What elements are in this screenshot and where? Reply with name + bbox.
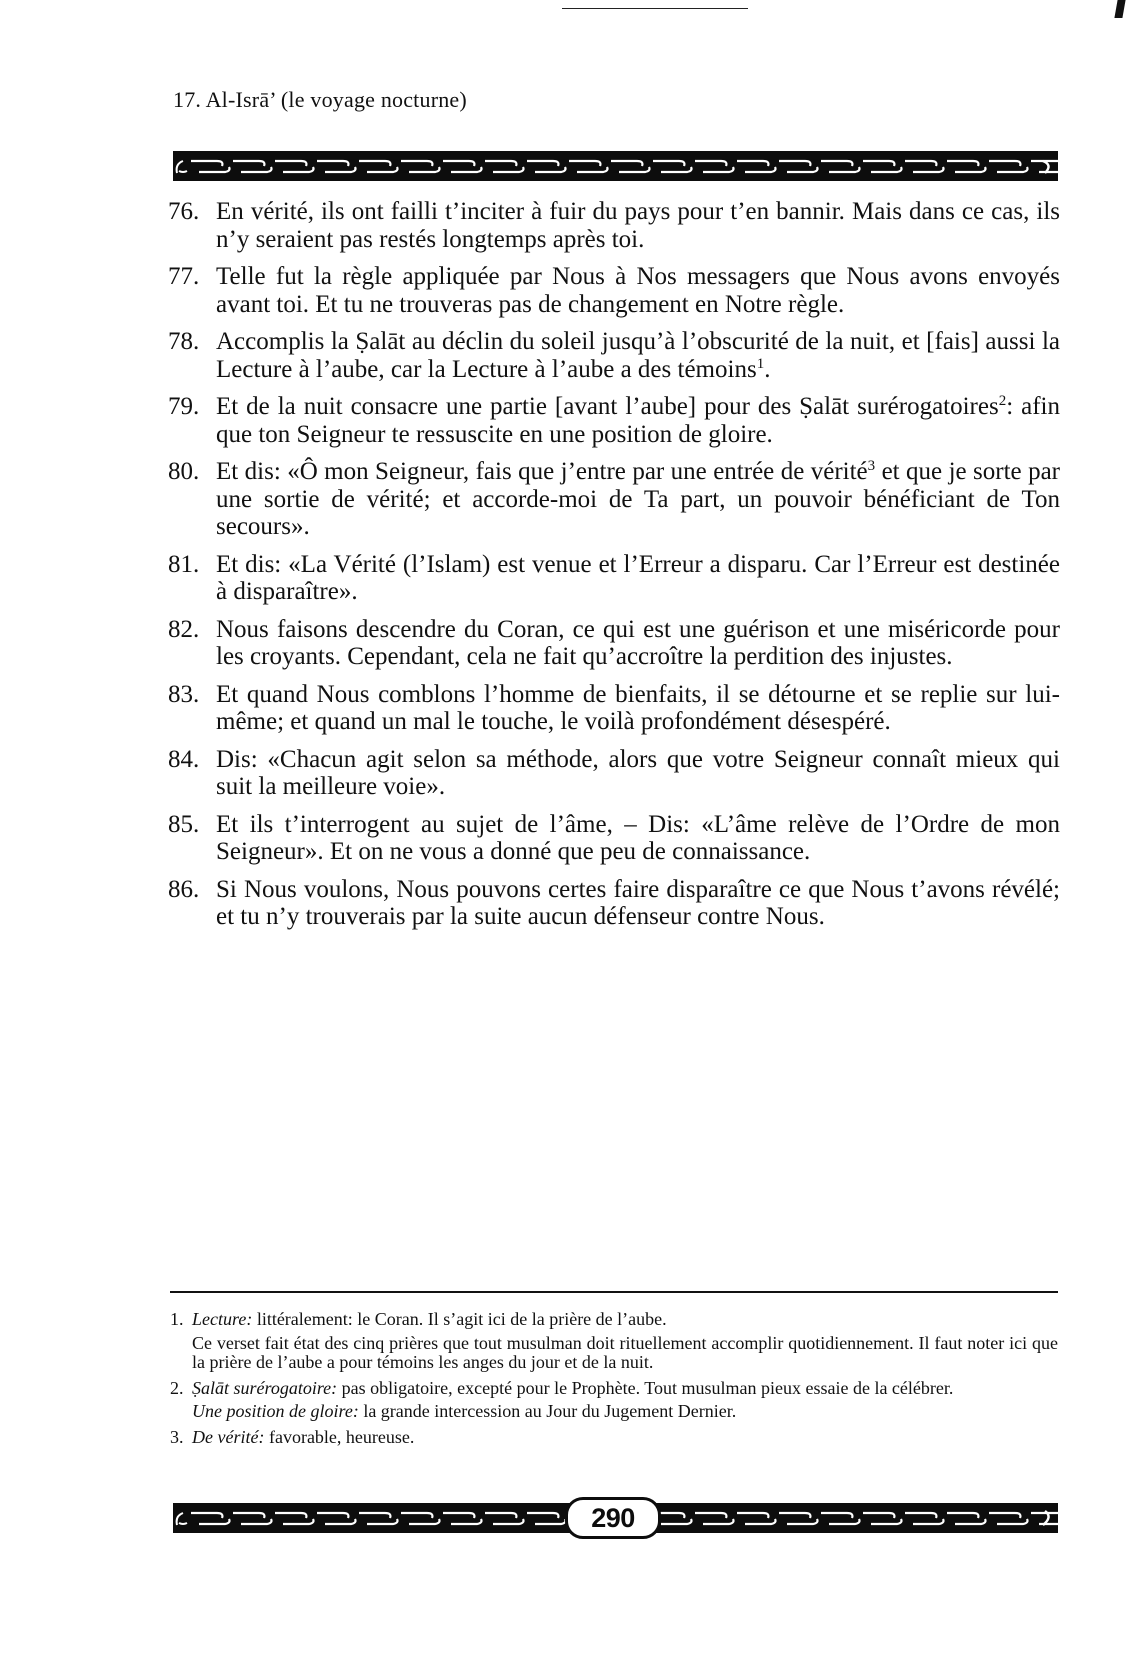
chain-link [191, 1513, 230, 1524]
footnote-term: Lecture: [192, 1309, 253, 1329]
footnote-divider [170, 1291, 1058, 1293]
verse-number: 78. [168, 328, 200, 355]
verse-list [168, 198, 1060, 941]
verse-number: 82. [168, 615, 200, 643]
chain-link [989, 1513, 1028, 1524]
chain-link [443, 161, 482, 172]
verse-79 [168, 393, 1060, 448]
verse-76 [168, 198, 1060, 253]
chain-ornament-top [173, 151, 1058, 181]
verse-number: 80. [168, 458, 200, 485]
verse-82 [168, 616, 1060, 671]
chain-link [569, 161, 608, 172]
chain-link [611, 161, 650, 172]
footnote-1 [170, 1310, 1058, 1330]
chain-link [989, 161, 1028, 172]
verse-text: Et dis: «La Vérité (l’Islam) est venue et l’Erreur a disparu. Car l’Erreur est destinée à disparaître». [216, 550, 1060, 605]
chain-link [401, 161, 440, 172]
verse-number: 76. [168, 198, 200, 225]
chain-link [821, 161, 860, 172]
verse-body: Accomplis la Ṣalāt au déclin du soleil jusqu’à l’obscurité de la nuit, et [fais] aussi la Lecture à l’aube, car la Lecture à l’aube a des témoins [216, 328, 1060, 383]
footnote-definition: littéralement: le Coran. Il s’agit ici de la prière de l’aube. [252, 1309, 667, 1329]
chain-link [401, 1513, 440, 1524]
chain-link [317, 1513, 356, 1524]
page-number: 290 [565, 1497, 661, 1539]
chain-link [485, 161, 524, 172]
verse-86 [168, 876, 1060, 931]
verse-81 [168, 551, 1060, 606]
chain-link [695, 161, 734, 172]
corner-mark [1114, 0, 1125, 18]
chain-link [947, 161, 986, 172]
verse-text: Telle fut la règle appliquée par Nous à Nos messagers que Nous avons envoyés avant toi. Et tu ne trouveras pas de changement en Notre règle. [216, 263, 1060, 318]
chain-link [863, 161, 902, 172]
footnote-ref: 1 [756, 355, 765, 372]
chain-link [233, 161, 272, 172]
verse-body-after: : afin que ton Seigneur te ressuscite en une position de gloire. [216, 393, 1060, 448]
top-rule [562, 8, 748, 9]
verse-number: 77. [168, 263, 200, 290]
footnotes [170, 1310, 1058, 1453]
footnote-term: Une position de gloire: [192, 1401, 359, 1421]
verse-83 [168, 681, 1060, 736]
footnote-ref: 3 [867, 458, 876, 474]
footnote-definition: favorable, heureuse. [264, 1426, 415, 1447]
chain-link [527, 1513, 566, 1524]
footnote-1-continuation: Ce verset fait état des cinq prières que tout musulman doit rituellement accomplir quotidiennement. Il faut noter ici que la prière de l’aube a pour témoins les anges du jour et de la nuit. [192, 1332, 1058, 1372]
chain-link [737, 1513, 776, 1524]
footnote-text [192, 1379, 1058, 1399]
footnote-term: De vérité: [192, 1426, 265, 1447]
footnote-ref: 2 [998, 393, 1007, 409]
verse-number: 85. [168, 810, 200, 838]
ornamental-band-top [173, 151, 1058, 181]
footnote-2 [170, 1379, 1058, 1399]
chain-link [905, 1513, 944, 1524]
verse-number: 84. [168, 745, 200, 773]
footnote-definition: pas obligatoire, excepté pour le Prophète. Tout musulman pieux essaie de la célébrer. [337, 1377, 954, 1398]
chain-link [443, 1513, 482, 1524]
verse-text: Nous faisons descendre du Coran, ce qui est une guérison et une miséricorde pour les croyants. Cependant, cela ne fait qu’accroître la perdition des injustes. [216, 615, 1060, 670]
verse-body-after: et que je sorte par une sortie de vérité; et accorde-moi de Ta part, un pouvoir bénéficiant de Ton secours». [216, 458, 1060, 540]
chain-link [905, 161, 944, 172]
chain-link [317, 161, 356, 172]
chain-link [779, 161, 818, 172]
verse-number: 83. [168, 680, 200, 708]
verse-number: 86. [168, 875, 200, 903]
chain-link [863, 1513, 902, 1524]
chain-link [485, 1513, 524, 1524]
verse-body: Et dis: «Ô mon Seigneur, fais que j’entre par une entrée de vérité [216, 458, 868, 485]
verse-78 [168, 328, 1060, 383]
chain-link [359, 1513, 398, 1524]
chain-link [779, 1513, 818, 1524]
chain-link [737, 161, 776, 172]
footnote-term: Ṣalāt surérogatoire: [192, 1377, 338, 1398]
verse-number: 79. [168, 393, 200, 420]
verse-text: Dis: «Chacun agit selon sa méthode, alors que votre Seigneur connaît mieux qui suit la meilleure voie». [216, 745, 1060, 800]
verse-84 [168, 746, 1060, 801]
verse-text [216, 328, 1060, 383]
footnote-number: 2. [170, 1377, 184, 1398]
verse-body-after: . [764, 355, 771, 383]
verse-text: En vérité, ils ont failli t’inciter à fuir du pays pour t’en bannir. Mais dans ce cas, ils n’y seraient pas restés longtemps après toi. [216, 198, 1060, 253]
chain-link [275, 161, 314, 172]
chain-link [695, 1513, 734, 1524]
footnote-text [192, 1310, 1058, 1330]
verse-80 [168, 458, 1060, 541]
chain-link [653, 161, 692, 172]
surah-header: 17. Al-Isrā’ (le voyage nocturne) [173, 87, 467, 112]
footnote-number: 3. [170, 1426, 184, 1447]
chain-link [821, 1513, 860, 1524]
footnote-2-continuation [170, 1402, 1058, 1422]
chain-link [527, 161, 566, 172]
chain-link [359, 161, 398, 172]
footnote-definition: la grande intercession au Jour du Jugement Dernier. [358, 1401, 737, 1421]
chain-link [947, 1513, 986, 1524]
footnote-3 [170, 1428, 1058, 1448]
verse-text: Et ils t’interrogent au sujet de l’âme, – Dis: «L’âme relève de l’Ordre de mon Seigneur». Et on ne vous a donné que peu de connaissance. [216, 810, 1060, 865]
verse-77 [168, 263, 1060, 318]
verse-text: Si Nous voulons, Nous pouvons certes faire disparaître ce que Nous t’avons révélé; et tu n’y trouverais par la suite aucun défenseur contre Nous. [216, 875, 1060, 930]
verse-85 [168, 811, 1060, 866]
verse-text [216, 393, 1060, 448]
chain-link [233, 1513, 272, 1524]
footnote-text [192, 1428, 1058, 1448]
verse-body: Et de la nuit consacre une partie [avant l’aube] pour des Ṣalāt surérogatoires [216, 393, 999, 420]
verse-text: Et quand Nous comblons l’homme de bienfaits, il se détourne et se replie sur lui-même; et quand un mal le touche, le voilà profondément désespéré. [216, 680, 1060, 735]
chain-link [191, 161, 230, 172]
verse-text [216, 458, 1060, 541]
verse-number: 81. [168, 550, 200, 578]
chain-link [275, 1513, 314, 1524]
footnote-number: 1. [170, 1309, 184, 1329]
